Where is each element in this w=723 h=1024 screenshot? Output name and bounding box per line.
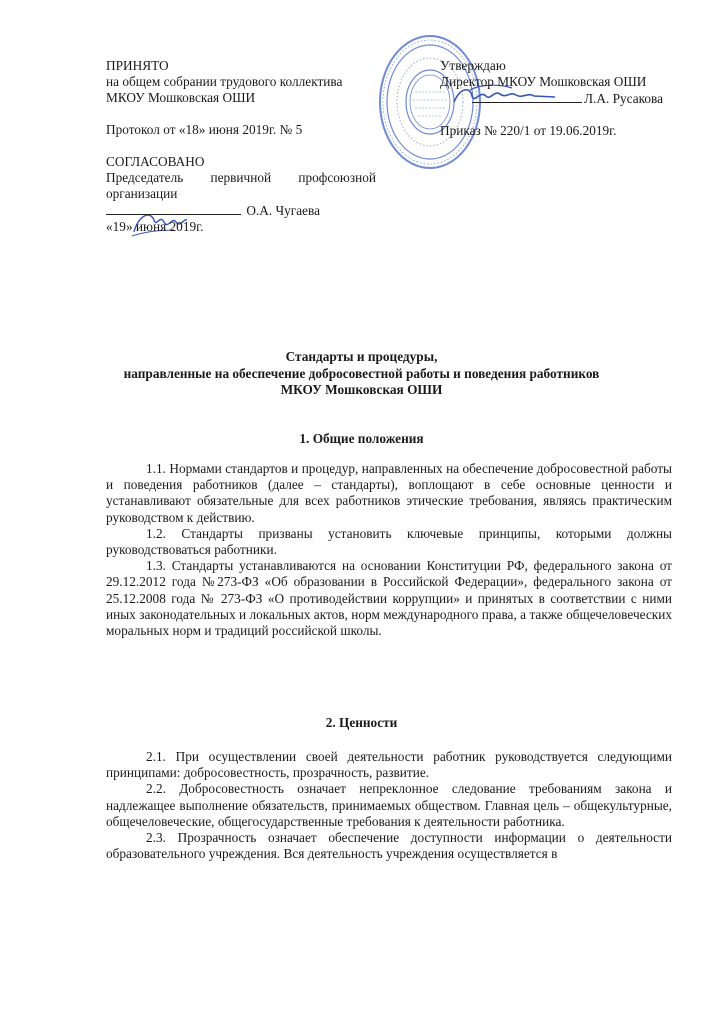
approve-label: Утверждаю bbox=[440, 58, 506, 73]
chair-title-line bbox=[106, 170, 376, 186]
meeting-line: на общем собрании трудового коллектива bbox=[106, 74, 343, 89]
signature-underline bbox=[472, 90, 582, 103]
protocol-line: Протокол от «18» июня 2019г. № 5 bbox=[106, 122, 303, 137]
agreed-date: «19» июня 2019г. bbox=[106, 219, 204, 234]
paragraph-2-3: 2.3. Прозрачность означает обеспечение доступности информации о деятельности образовательного учреждения. Вся деятельность учреждения осуществляется в bbox=[106, 830, 672, 862]
paragraph-2-2: 2.2. Добросовестность означает непреклонное следование требованиям закона и надлежащее выполнение обязательств, принимаемых обществом. Главная цель – общекультурные, общечеловеческие, общегосударственные требования к деятельности работника. bbox=[106, 781, 672, 829]
chair-name: О.А. Чугаева bbox=[246, 203, 321, 218]
chair-signature-line bbox=[106, 202, 376, 219]
title-line-1: Стандарты и процедуры, bbox=[285, 349, 438, 364]
document-title bbox=[0, 349, 723, 399]
director-name: Л.А. Русакова bbox=[584, 91, 664, 106]
director-title: Директор МКОУ Мошковская ОШИ bbox=[440, 74, 647, 89]
paragraph-1-1: 1.1. Нормами стандартов и процедур, направленных на обеспечение добросовестной работы и поведения работников (далее – стандарты), воплощают в себе основные ценности и устанавливают обязательные для всех работников этические требования, являясь практическим руководством к действию. bbox=[106, 461, 672, 525]
agreed-label: СОГЛАСОВАНО bbox=[106, 154, 205, 169]
order-line: Приказ № 220/1 от 19.06.2019г. bbox=[440, 123, 617, 138]
signature-underline bbox=[106, 202, 241, 215]
paragraph-1-3: 1.3. Стандарты устанавливаются на основании Конституции РФ, федерального закона от 29.12.2012 года №273-ФЗ «Об образовании в Российской Федерации», федерального закона от 25.12.2008 года № 273-ФЗ «О противодействии коррупции» и принятых в соответствии с ними иных законодательных и локальных актов, норм международного права, а также общечеловеческих моральных норм и традиций российской школы. bbox=[106, 558, 672, 639]
accepted-label: ПРИНЯТО bbox=[106, 58, 169, 73]
director-signature-line bbox=[440, 90, 663, 107]
title-line-3: МКОУ Мошковская ОШИ bbox=[280, 382, 443, 397]
chair-word-2: первичной bbox=[210, 170, 272, 185]
approval-block bbox=[440, 58, 663, 139]
organization-word: организации bbox=[106, 186, 178, 201]
section-2-body bbox=[106, 749, 672, 862]
accepted-block bbox=[106, 58, 376, 235]
chair-word-1: Председатель bbox=[106, 170, 184, 185]
paragraph-1-2: 1.2. Стандарты призваны установить ключевые принципы, которыми должны руководствоваться работники. bbox=[106, 525, 672, 558]
chair-word-3: профсоюзной bbox=[298, 170, 376, 185]
section-1-body bbox=[106, 461, 672, 639]
school-name: МКОУ Мошковская ОШИ bbox=[106, 90, 256, 105]
section-1-heading: 1. Общие положения bbox=[299, 431, 424, 446]
section-2-heading: 2. Ценности bbox=[325, 715, 398, 730]
title-line-2: направленные на обеспечение добросовестной работы и поведения работников bbox=[123, 365, 600, 381]
paragraph-2-1: 2.1. При осуществлении своей деятельности работник руководствуется следующими принципами: добросовестность, прозрачность, развитие. bbox=[106, 749, 672, 781]
